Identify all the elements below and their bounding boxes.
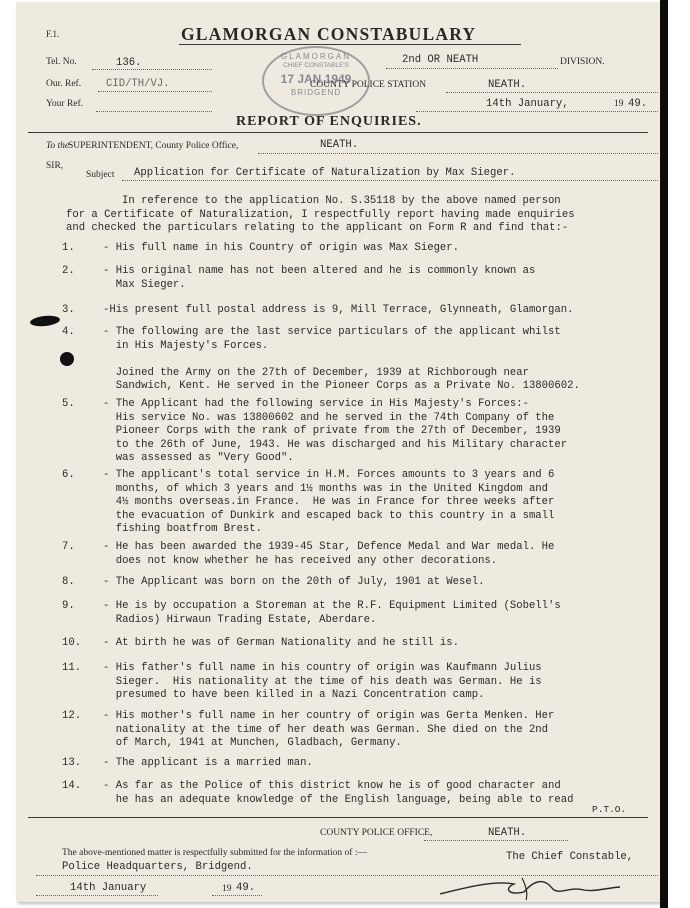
tel-number: 136. (116, 57, 142, 69)
addressee-prefix: To the (46, 141, 70, 151)
division-label: DIVISION. (560, 57, 605, 67)
item-line: - His full name in his Country of origin was Max Sieger. (103, 242, 460, 254)
item-text (103, 757, 313, 771)
tel-label: Tel. No. (46, 57, 77, 67)
item-number: 7. (62, 541, 75, 553)
item-line: - The Applicant had the following service in His Majesty's Forces:- (103, 398, 529, 410)
item-text (103, 541, 554, 568)
footer-office-label: COUNTY POLICE OFFICE, (320, 828, 433, 838)
item-number: 12. (62, 710, 82, 722)
item-number: 13. (62, 757, 82, 769)
footer-recipient-line1: The Chief Constable, (506, 851, 634, 863)
footer-submitted-text: The above-mentioned matter is respectfully submitted for the information of :— (62, 848, 367, 858)
header-year-prefix: 19 (614, 99, 624, 109)
item-line: Max Sieger. (103, 278, 186, 291)
item-number: 6. (62, 469, 75, 481)
item-line: to the 26th of June, 1943. He was discharged and his Military character (103, 438, 568, 451)
footer-date: 14th January (70, 882, 147, 894)
organization-title: GLAMORGAN CONSTABULARY (181, 24, 477, 44)
footer-office-place: NEATH. (488, 827, 527, 839)
ink-blot (30, 314, 61, 327)
item-text (103, 576, 484, 590)
item-line: does not know whether he has received any other decorations. (103, 554, 498, 567)
item-line: the evacuation of Dunkirk and escaped back to this country in a small (103, 509, 555, 522)
item-line: fishing boatfrom Brest. (103, 523, 262, 535)
item-text (103, 265, 535, 292)
item-line: presumed to have been killed in a Nazi Concentration camp. (103, 689, 485, 701)
item-line (103, 353, 580, 367)
footer-year: 49. (236, 882, 256, 894)
item-line: Pioneer Corps with the rank of private from the 27th of December, 1939 (103, 425, 561, 437)
intro-paragraph: In reference to the application No. S.35118 by the above named person for a Certificate of Naturalization, I respectfully report having made enquiries and checked the particulars relating to the applicant on Form R and find that:- (66, 195, 575, 234)
item-line: Joined the Army on the 27th of December, 1939 at Richborough near (103, 366, 529, 379)
item-text (103, 469, 554, 537)
item-line: - His mother's full name in her country of origin was Gerta Menken. Her (103, 710, 555, 722)
item-text (103, 242, 459, 256)
item-line: nationality at the time of her death was German. She died on the 2nd (103, 723, 549, 736)
item-number: 1. (62, 242, 75, 254)
item-line: - He has been awarded the 1939-45 Star, Defence Medal and War medal. He (103, 541, 555, 553)
item-number: 14. (62, 780, 82, 792)
item-line: - The following are the last service particulars of the applicant whilst (103, 326, 561, 338)
your-ref-label: Your Ref. (46, 99, 84, 109)
item-line: - He is by occupation a Storeman at the R.F. Equipment Limited (Sobell's (103, 600, 561, 612)
item-line: Radios) Hirwaun Trading Estate, Aberdare. (103, 613, 377, 626)
received-stamp: GLAMORGAN CHIEF CONSTABLE'S 17 JAN 1949 BRIDGEND (262, 46, 370, 116)
item-number: 8. (62, 576, 75, 588)
item-line: -His present full postal address is 9, Mill Terrace, Glynneath, Glamorgan. (103, 304, 574, 316)
item-text (103, 710, 554, 751)
item-text (103, 637, 459, 651)
item-line: months, of which 3 years and 1½ months was in the United Kingdom and (103, 482, 549, 495)
item-line: - At birth he was of German Nationality and he still is. (103, 637, 460, 649)
item-text (103, 780, 573, 807)
header-year: 49. (628, 98, 648, 110)
item-line: Sieger. His nationality at the time of his death was German. He is (103, 675, 542, 688)
item-line: - His original name has not been altered and he is commonly known as (103, 265, 536, 277)
item-line: - The Applicant was born on the 20th of July, 1901 at Wesel. (103, 576, 485, 588)
title-underline (179, 44, 521, 45)
footer-divider (28, 817, 648, 818)
header-divider (28, 132, 648, 133)
item-number: 10. (62, 637, 82, 649)
our-ref-label: Our. Ref. (46, 79, 82, 89)
salutation: SIR, (46, 161, 64, 171)
report-title: REPORT OF ENQUIRIES. (236, 114, 422, 129)
addressee-title: SUPERINTENDENT, County Police Office, (68, 141, 239, 151)
item-text (103, 600, 561, 627)
report-document (16, 2, 660, 902)
item-number: 11. (62, 662, 82, 674)
pto-note: P.T.O. (592, 804, 627, 815)
item-line: he has an adequate knowledge of the English language, being able to read (103, 793, 574, 806)
item-line: - The applicant's total service in H.M. Forces amounts to 3 years and 6 (103, 469, 555, 481)
item-line: His service No. was 13800602 and he served in the 74th Company of the (103, 411, 555, 424)
station-value: NEATH. (488, 79, 527, 91)
footer-recipient-line2: Police Headquarters, Bridgend. (62, 861, 253, 873)
item-text (103, 662, 542, 703)
item-line: in His Majesty's Forces. (103, 339, 269, 352)
subject-text: Application for Certificate of Naturalization by Max Sieger. (134, 167, 516, 179)
item-number: 9. (62, 600, 75, 612)
item-line: - The applicant is a married man. (103, 757, 313, 769)
our-ref-value: CID/TH/VJ. (106, 78, 170, 90)
item-text (103, 326, 580, 394)
item-number: 3. (62, 304, 75, 316)
item-line: was assessed as "Very Good". (103, 452, 294, 464)
item-number: 5. (62, 398, 75, 410)
item-number: 2. (62, 265, 75, 277)
item-line: 4½ months overseas.in France. He was in France for three weeks after (103, 496, 555, 508)
item-line: - As far as the Police of this district know he is of good character and (103, 780, 561, 792)
signature (434, 874, 624, 902)
ink-blot (60, 352, 74, 366)
item-text (103, 398, 567, 466)
addressee-place: NEATH. (320, 139, 359, 151)
item-line: of March, 1941 at Munchen, Gladbach, Germany. (103, 737, 402, 749)
subject-label: Subject (86, 170, 115, 180)
form-id: F.1. (46, 29, 60, 39)
footer-year-prefix: 19 (222, 884, 232, 894)
header-date: 14th January, (486, 98, 569, 110)
scan-edge (660, 0, 668, 908)
station-label: COUNTY POLICE STATION (310, 80, 427, 90)
item-number: 4. (62, 326, 75, 338)
item-line: Sandwich, Kent. He served in the Pioneer Corps as a Private No. 13800602. (103, 380, 580, 392)
division-value: 2nd OR NEATH (402, 54, 479, 66)
item-text (103, 304, 573, 318)
item-line: - His father's full name in his country of origin was Kaufmann Julius (103, 662, 542, 674)
